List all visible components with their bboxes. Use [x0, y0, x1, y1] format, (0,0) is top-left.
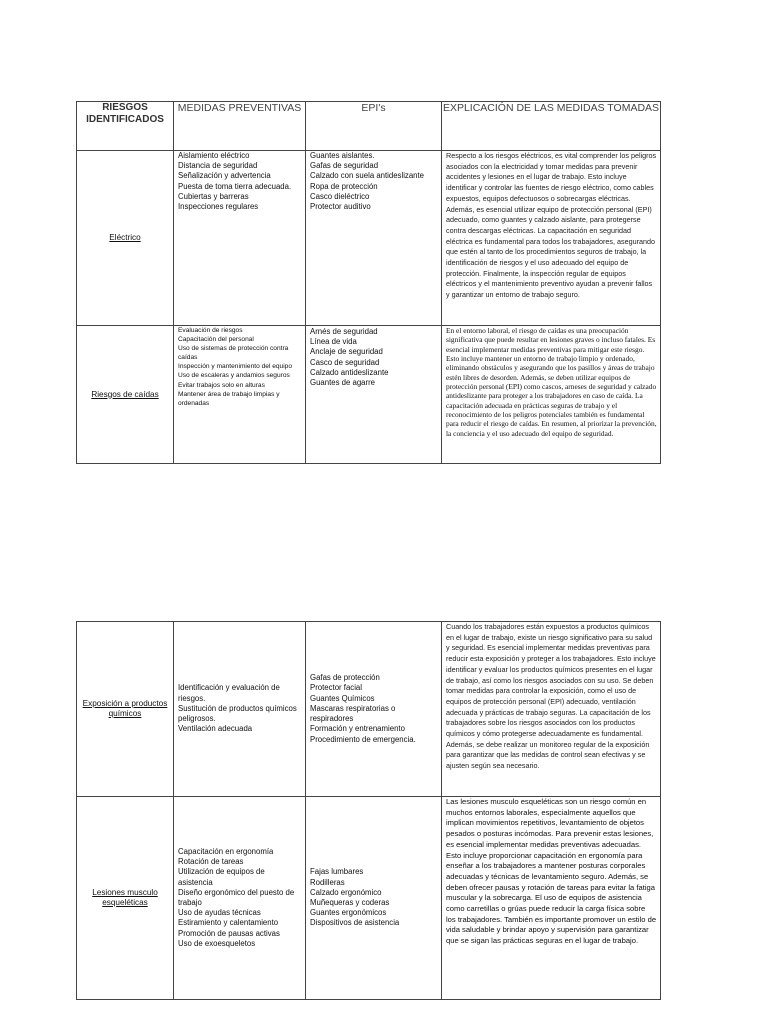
- measures-cell: [174, 797, 306, 1000]
- header-epis: EPI's: [306, 102, 442, 151]
- epis-text: Guantes aislantes. Gafas de seguridad Calzado con suela antideslizante Ropa de protección Casco dieléctrico Protector auditivo: [310, 151, 424, 212]
- measures-cell: [174, 622, 306, 797]
- explanation-cell: [442, 151, 661, 326]
- header-measures: MEDIDAS PREVENTIVAS: [174, 102, 306, 151]
- measures-cell: [174, 326, 306, 464]
- epis-text: Gafas de protección Protector facial Guantes Químicos Mascaras respiratorias o respiradores Formación y entrenamiento Procedimiento de emergencia.: [310, 673, 416, 744]
- explanation-cell: [442, 797, 661, 1000]
- risk-name: Eléctrico: [77, 151, 174, 326]
- epis-cell: [306, 797, 442, 1000]
- risk-name: Lesiones musculo esqueléticas: [77, 797, 174, 1000]
- epis-text: Fajas lumbares Rodilleras Calzado ergonómico Muñequeras y coderas Guantes ergonómicos Dispositivos de asistencia: [310, 867, 400, 928]
- risks-table-2: [76, 621, 661, 1000]
- header-risks: RIESGOS IDENTIFICADOS: [77, 102, 174, 151]
- explanation-cell: [442, 622, 661, 797]
- table-row: [77, 622, 661, 797]
- risks-table-1: [76, 101, 661, 464]
- measures-cell: [174, 151, 306, 326]
- risk-name: Riesgos de caídas: [77, 326, 174, 464]
- explanation-cell: [442, 326, 661, 464]
- explanation-text: Respecto a los riesgos eléctricos, es vital comprender los peligros asociados con la electricidad y tomar medidas para prevenir accidentes y lesiones en el lugar de trabajo. Esto incluye identificar y controlar las fuentes de riesgo eléctrico, como cables expuestos, equipos defectuosos o sobrecargas eléctricas. Además, es esencial utilizar equipo de protección personal (EPI) adecuado, como guantes y calzado aislante, para protegerse contra descargas eléctricas. La capacitación en seguridad eléctrica es fundamental para todos los trabajadores, asegurando que estén al tanto de los procedimientos seguros de trabajo, la identificación de riesgos y el uso adecuado del equipo de protección. Finalmente, la inspección regular de equipos eléctricos y el mantenimiento preventivo ayudan a prevenir fallos y garantizar un entorno de trabajo seguro.: [446, 151, 657, 300]
- table-row: [77, 326, 661, 464]
- explanation-text: En el entorno laboral, el riesgo de caídas es una preocupación significativa que puede resultar en lesiones graves o incluso fatales. Es esencial implementar medidas preventivas para mitigar este riesgo. Esto incluye mantener un entorno de trabajo limpio y ordenado, eliminando obstáculos y asegurando que los pasillos y áreas de trabajo estén libres de desorden. Además, se deben utilizar equipos de protección personal (EPI) como cascos, arneses de seguridad y calzado antideslizante para proteger a los trabajadores en caso de caída. La capacitación adecuada en prácticas seguras de trabajo y el reconocimiento de los peligros potenciales también es fundamental para reducir el riesgo de caídas. En resumen, al priorizar la prevención, la conciencia y el uso adecuado del equipo de seguridad.: [446, 326, 657, 438]
- epis-text: Arnés de seguridad Línea de vida Anclaje de seguridad Casco de seguridad Calzado antideslizante Guantes de agarre: [310, 327, 389, 388]
- table-row: [77, 151, 661, 326]
- explanation-text: Cuando los trabajadores están expuestos a productos químicos en el lugar de trabajo, existe un riesgo significativo para su salud y seguridad. Es esencial implementar medidas preventivas para reducir esta exposición y proteger a los trabajadores. Esto incluye identificar y evaluar los productos químicos presentes en el lugar de trabajo, así como los riesgos asociados con su uso. Se deben tomar medidas para controlar la exposición, como el uso de equipos de protección personal (EPI) adecuado, ventilación adecuada y prácticas de trabajo seguras. La capacitación de los trabajadores sobre los riesgos asociados con los productos químicos y cómo protegerse adecuadamente es fundamental. Además, se debe realizar un monitoreo regular de la exposición para garantizar que las medidas de control sean efectivas y se ajusten según sea necesario.: [446, 622, 656, 771]
- measures-text: Identificación y evaluación de riesgos. Sustitución de productos químicos peligrosos. Ventilación adecuada: [178, 683, 297, 734]
- header-explanation: EXPLICACIÓN DE LAS MEDIDAS TOMADAS: [442, 102, 661, 151]
- measures-text: Aislamiento eléctrico Distancia de seguridad Señalización y advertencia Puesta de toma tierra adecuada. Cubiertas y barreras Inspecciones regulares: [178, 151, 292, 212]
- risk-name: Exposición a productos químicos: [77, 622, 174, 797]
- header-row: [77, 102, 661, 151]
- table-row: [77, 797, 661, 1000]
- epis-cell: [306, 151, 442, 326]
- epis-cell: [306, 326, 442, 464]
- epis-cell: [306, 622, 442, 797]
- explanation-text: Las lesiones musculo esqueléticas son un riesgo común en muchos entornos laborales, especialmente aquellos que implican movimientos repetitivos, levantamiento de objetos pesados o posturas incómodas. Para prevenir estas lesiones, es esencial implementar medidas preventivas adecuadas. Esto incluye proporcionar capacitación en ergonomía para enseñar a los trabajadores a mantener posturas corporales adecuadas y técnicas de levantamiento seguro. Además, se deben ofrecer pausas y rotación de tareas para evitar la fatiga muscular y la sobrecarga. El uso de equipos de asistencia como carretillas o grúas puede reducir la carga física sobre los trabajadores. También es importante promover un estilo de vida saludable y brindar apoyo y supervisión para garantizar que se sigan las prácticas seguras en el lugar de trabajo.: [446, 797, 657, 946]
- measures-text: Capacitación en ergonomía Rotación de tareas Utilización de equipos de asistencia Diseño ergonómico del puesto de trabajo Uso de ayudas técnicas Estiramiento y calentamiento Promoción de pausas activas Uso de exoesqueletos: [178, 846, 295, 948]
- measures-text: Evaluación de riesgos Capacitación del personal Uso de sistemas de protección contra caídas Inspección y mantenimiento del equipo Uso de escaleras y andamios seguros Evitar trabajos solo en alturas Mantener área de trabajo limpias y ordenadas: [178, 327, 292, 407]
